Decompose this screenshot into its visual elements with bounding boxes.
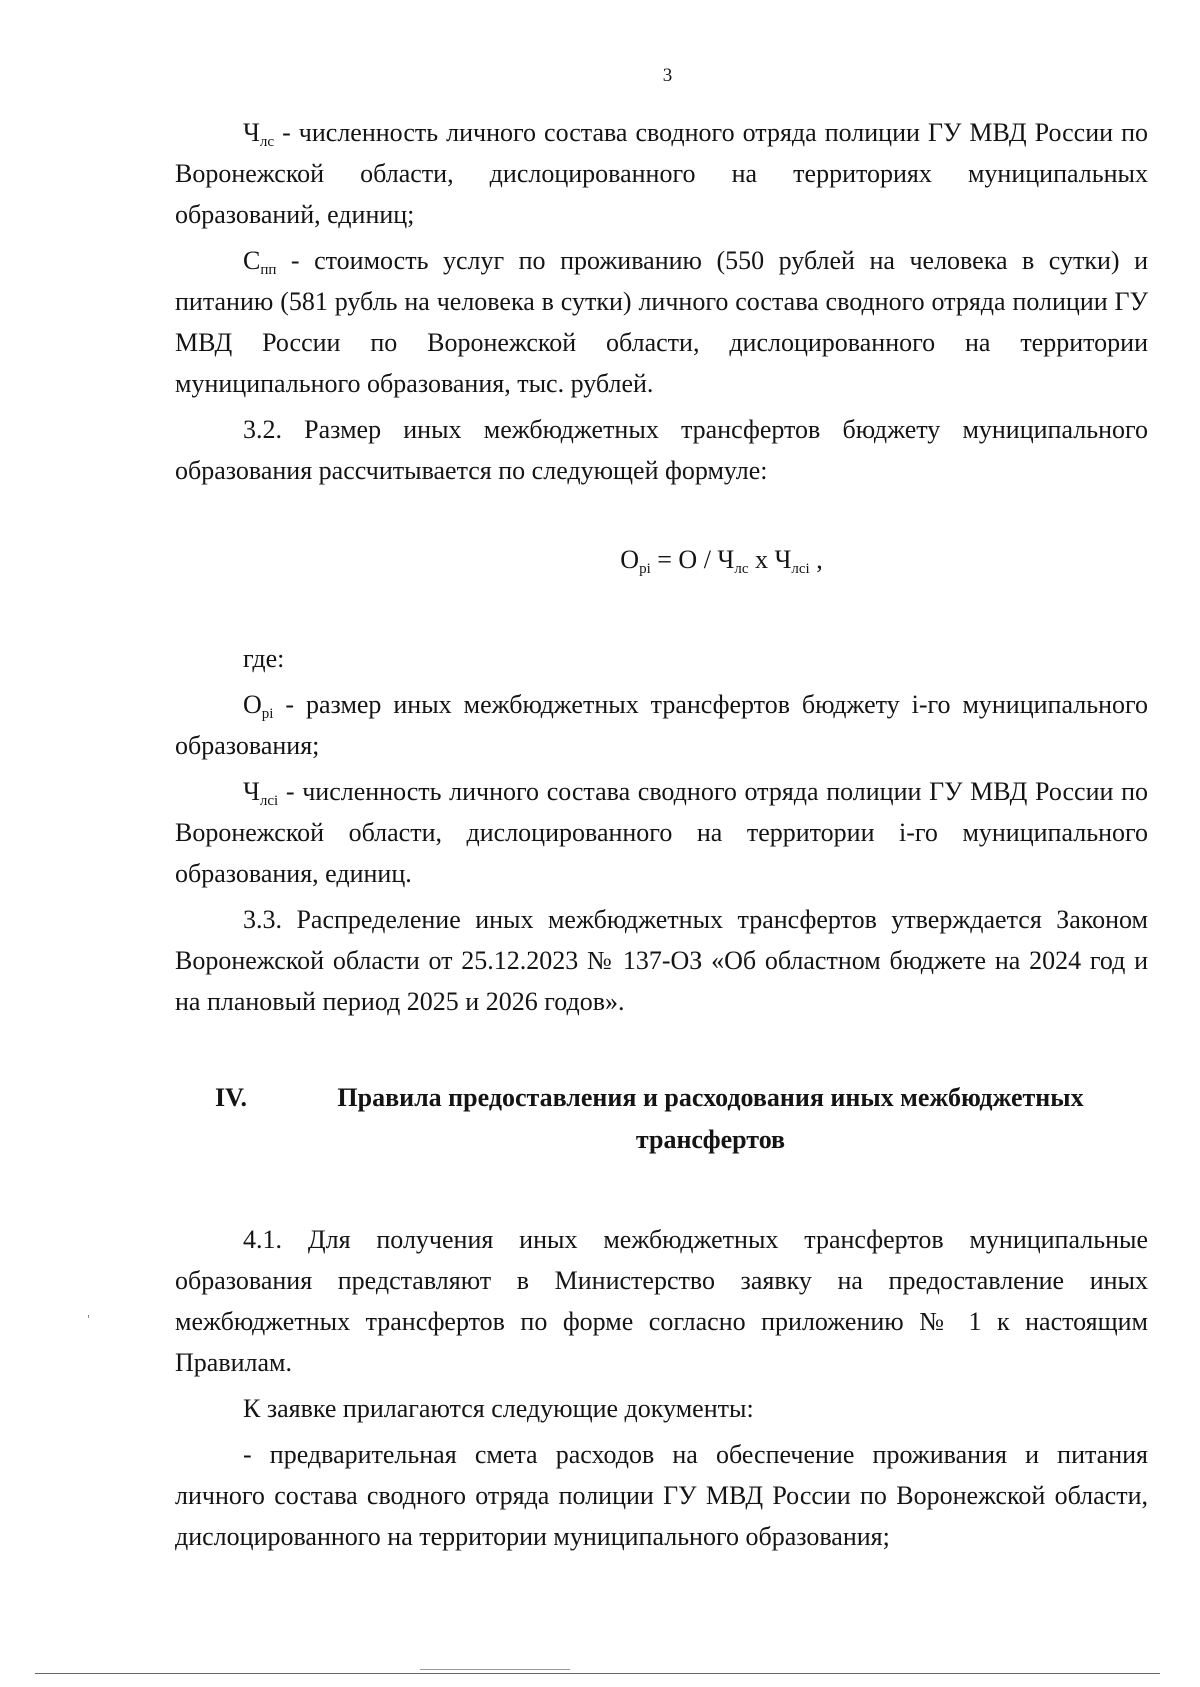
definition-chls [175, 112, 1148, 235]
scan-speck [88, 1315, 89, 1318]
formula-eq: = О / [650, 545, 718, 574]
formula [175, 539, 1148, 580]
section-title: Правила предоставления и расходования иных межбюджетных трансфертов [337, 1083, 1084, 1154]
formula-ch: Ч [717, 545, 735, 574]
paragraph-4-1: 4.1. Для получения иных межбюджетных трансфертов муниципальные образования представляют в Министерство заявку на предоставление иных межбюджетных трансфертов по форме согласно приложению № 1 к настоящим Правилам. [175, 1225, 1148, 1377]
formula-times: х [748, 545, 775, 574]
symbol-subscript: пп [260, 262, 277, 278]
symbol-subscript: лсi [259, 793, 279, 809]
paragraph-3-2: 3.2. Размер иных межбюджетных трансфертов бюджету муниципального образования рассчитывается по следующей формуле: [175, 415, 1148, 485]
formula-o: О [620, 545, 640, 574]
definition-cpp [175, 240, 1148, 404]
formula-ch2: Ч [774, 545, 792, 574]
definition-text: - численность личного состава сводного отряда полиции ГУ МВД России по Воронежской области, дислоцированного на территориях муниципальных образований, единиц; [175, 118, 1148, 229]
symbol: Ч [243, 777, 260, 806]
definition-text: - численность личного состава сводного отряда полиции ГУ МВД России по Воронежской области, дислоцированного на территории i-го муниципального образования, единиц. [175, 777, 1148, 888]
page-number: 3 [662, 65, 673, 86]
attachment-item: - предварительная смета расходов на обеспечение проживания и питания личного состава сводного отряда полиции ГУ МВД России по Воронежской области, дислоцированного на территории муниципального образования; [175, 1440, 1148, 1551]
paragraph-3-3: 3.3. Распределение иных межбюджетных трансфертов утверждается Законом Воронежской области от 25.12.2023 № 137-ОЗ «Об областном бюджете на 2024 год и на плановый период 2025 и 2026 годов». [175, 905, 1148, 1016]
section-heading [175, 1077, 1148, 1161]
scan-bottom-edge-mark [420, 1669, 570, 1670]
formula-o-sub: pi [639, 561, 651, 577]
definition-text: - размер иных межбюджетных трансфертов бюджету i-го муниципального образования; [175, 690, 1148, 760]
formula-ch-sub: лс [734, 561, 749, 577]
symbol: С [243, 246, 261, 275]
symbol-subscript: pi [261, 706, 274, 722]
symbol: О [243, 690, 262, 719]
document-body [175, 112, 1148, 1562]
section-number: IV. [215, 1083, 248, 1112]
attachments-intro: К заявке прилагаются следующие документы: [243, 1394, 754, 1423]
symbol: Ч [243, 118, 260, 147]
definition-opi [175, 684, 1148, 766]
symbol-subscript: лс [259, 134, 275, 150]
where-label: где: [243, 644, 285, 673]
formula-ch2-sub: лсi [791, 561, 810, 577]
definition-text: - стоимость услуг по проживанию (550 рублей на человека в сутки) и питанию (581 рубль на человека в сутки) личного состава сводного отряда полиции ГУ МВД России по Воронежской области, дислоцированного на территории муниципального образования, тыс. рублей. [175, 246, 1148, 398]
definition-chlsi [175, 771, 1148, 894]
scan-bottom-edge [35, 1673, 1160, 1674]
formula-tail: , [809, 545, 823, 574]
